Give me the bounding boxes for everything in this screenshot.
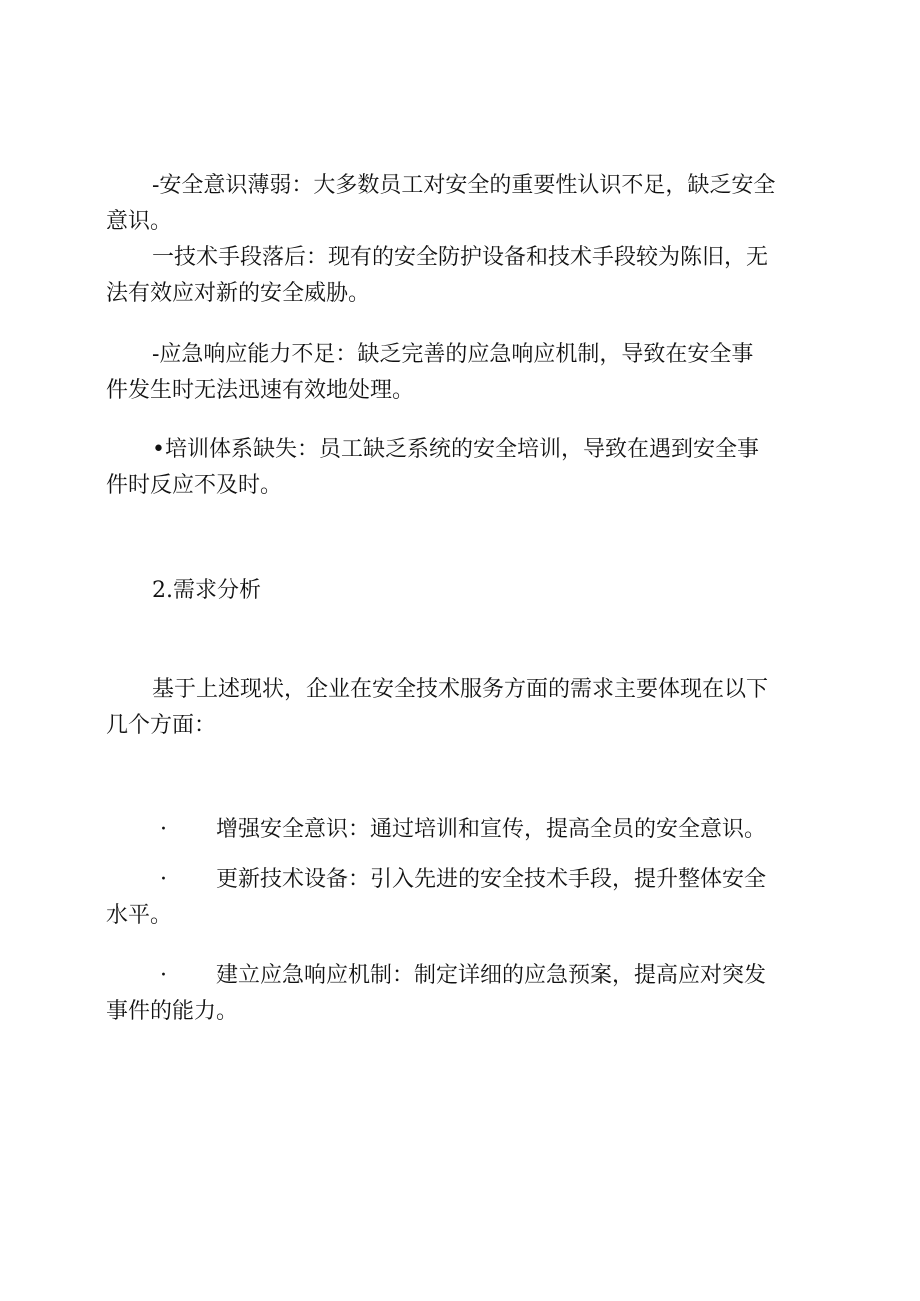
need-line: 建立应急响应机制：制定详细的应急预案，提高应对突发 — [216, 963, 767, 988]
status-line: 件发生时无法迅速有效地处理。 — [106, 378, 415, 403]
need-item-1 — [106, 812, 806, 848]
bullet-icon: · — [160, 963, 167, 988]
need-line: 更新技术设备：引入先进的安全技术手段，提升整体安全 — [216, 867, 767, 892]
need-item-3 — [106, 958, 806, 1030]
status-line: -安全意识薄弱：大多数员工对安全的重要性认识不足，缺乏安全 — [152, 173, 776, 198]
status-line: 意识。 — [106, 209, 173, 234]
need-line: 事件的能力。 — [106, 999, 239, 1024]
status-line: -应急响应能力不足：缺乏完善的应急响应机制，导致在安全事 — [152, 342, 754, 367]
section-heading: 2.需求分析 — [152, 578, 261, 603]
status-line: 法有效应对新的安全威胁。 — [106, 281, 371, 306]
status-paragraph-2 — [106, 240, 806, 312]
status-paragraph-4 — [106, 432, 806, 504]
need-line: 水平。 — [106, 903, 173, 928]
bullet-icon: · — [160, 817, 167, 842]
status-line: •培训体系缺失：员工缺乏系统的安全培训，导致在遇到安全事 — [152, 437, 759, 462]
status-paragraph-1 — [106, 168, 806, 240]
intro-line: 几个方面： — [106, 713, 217, 738]
status-paragraph-3 — [106, 337, 806, 409]
status-line: 一技术手段落后：现有的安全防护设备和技术手段较为陈旧，无 — [152, 245, 769, 270]
bullet-icon: · — [160, 867, 167, 892]
intro-paragraph — [106, 672, 806, 744]
need-line: 增强安全意识：通过培训和宣传，提高全员的安全意识。 — [216, 817, 767, 842]
intro-line: 基于上述现状，企业在安全技术服务方面的需求主要体现在以下 — [152, 677, 769, 702]
need-item-2 — [106, 862, 806, 934]
status-line: 件时反应不及时。 — [106, 473, 283, 498]
